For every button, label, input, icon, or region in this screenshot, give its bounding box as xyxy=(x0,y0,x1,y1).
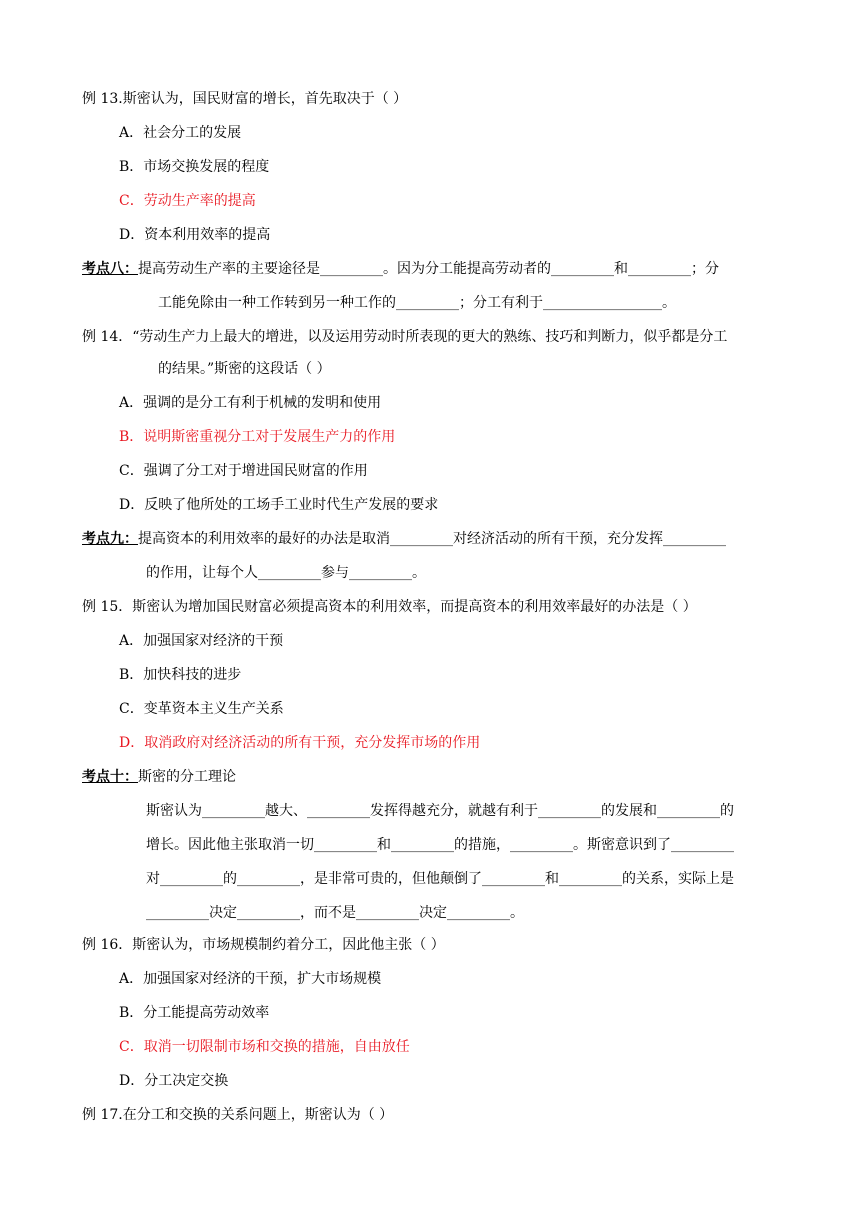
q15-option-d-answer: D．取消政府对经济活动的所有干预，充分发挥市场的作用 xyxy=(119,735,481,751)
key-point-8 xyxy=(82,259,719,279)
key-point-10-title: 斯密的分工理论 xyxy=(138,769,236,785)
q13-option-b: B．市场交换发展的程度 xyxy=(119,159,270,175)
q16-option-c-answer: C．取消一切限制市场和交换的措施，自由放任 xyxy=(119,1039,410,1055)
question-13-stem: 例 13.斯密认为，国民财富的增长，首先取决于（ ） xyxy=(82,91,408,107)
question-14-stem: 例 14．“劳动生产力上最大的增进，以及运用劳动时所表现的更大的熟练、技巧和判断力，似乎都是分工 xyxy=(82,329,728,345)
key-point-9-line1: 提高资本的利用效率的最好的办法是取消_________对经济活动的所有干预，充分发挥_________ xyxy=(138,531,726,547)
key-point-10-label: 考点十： xyxy=(82,769,138,785)
question-15-stem: 例 15．斯密认为增加国民财富必须提高资本的利用效率，而提高资本的利用效率最好的办法是（ ） xyxy=(82,599,697,615)
q14-option-c: C．强调了分工对于增进国民财富的作用 xyxy=(119,463,368,479)
question-16-stem: 例 16．斯密认为，市场规模制约着分工，因此他主张（ ） xyxy=(82,937,445,953)
q13-option-a: A．社会分工的发展 xyxy=(119,125,242,141)
key-point-9 xyxy=(82,529,726,549)
key-point-9-label: 考点九： xyxy=(82,531,138,547)
q13-option-d: D．资本利用效率的提高 xyxy=(119,227,271,243)
q14-option-a: A．强调的是分工有利于机械的发明和使用 xyxy=(119,395,382,411)
q15-option-b: B．加快科技的进步 xyxy=(119,667,242,683)
q14-option-b-answer: B．说明斯密重视分工对于发展生产力的作用 xyxy=(119,429,396,445)
q16-option-b: B．分工能提高劳动效率 xyxy=(119,1005,270,1021)
key-point-8-line2: 工能免除由一种工作转到另一种工作的_________；分工有利于_________________。 xyxy=(158,295,676,311)
q15-option-c: C．变革资本主义生产关系 xyxy=(119,701,284,717)
key-point-8-label: 考点八： xyxy=(82,261,138,277)
key-point-10-line2: 增长。因此他主张取消一切_________和_________的措施，_________。斯密意识到了_________ xyxy=(146,837,734,853)
key-point-8-line1: 提高劳动生产率的主要途径是_________。因为分工能提高劳动者的_________和_________；分 xyxy=(138,261,719,277)
key-point-9-line2: 的作用，让每个人_________参与_________。 xyxy=(146,565,426,581)
q16-option-d: D．分工决定交换 xyxy=(119,1073,229,1089)
q15-option-a: A．加强国家对经济的干预 xyxy=(119,633,284,649)
key-point-10 xyxy=(82,767,236,787)
q16-option-a: A．加强国家对经济的干预，扩大市场规模 xyxy=(119,971,382,987)
key-point-10-line3: 对_________的_________，是非常可贵的，但他颠倒了_________和_________的关系，实际上是 xyxy=(146,871,734,887)
q13-option-c-answer: C．劳动生产率的提高 xyxy=(119,193,256,209)
question-14-stem-cont: 的结果。”斯密的这段话（ ） xyxy=(158,361,331,377)
q14-option-d: D．反映了他所处的工场手工业时代生产发展的要求 xyxy=(119,497,439,513)
key-point-10-line1: 斯密认为_________越大、_________发挥得越充分，就越有利于_________的发展和_________的 xyxy=(146,803,734,819)
question-17-stem: 例 17.在分工和交换的关系问题上，斯密认为（ ） xyxy=(82,1107,394,1123)
key-point-10-line4: _________决定_________，而不是_________决定_________。 xyxy=(146,905,524,921)
